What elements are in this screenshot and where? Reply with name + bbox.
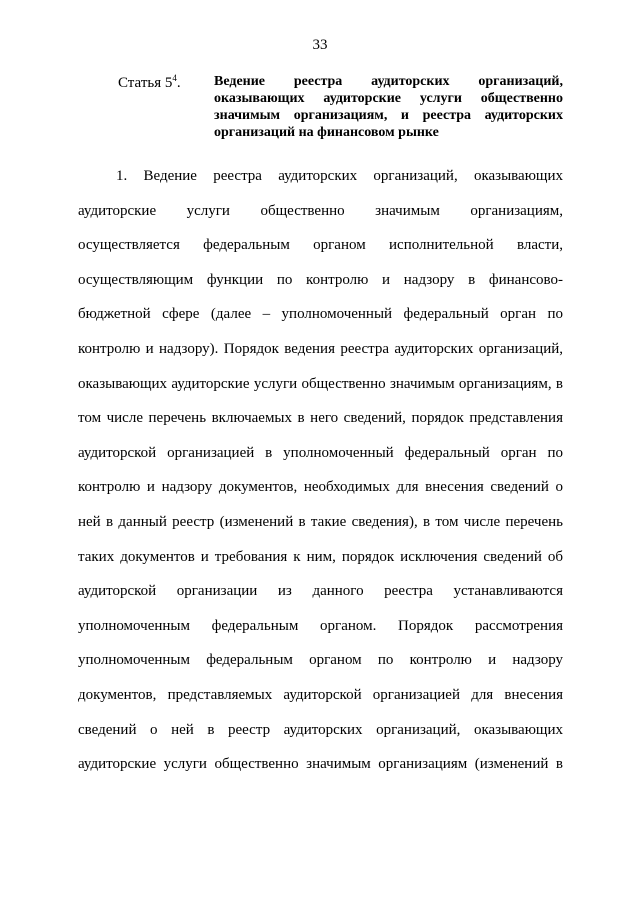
body-line: бюджетной сфере (далее – уполномоченный федеральный орган по	[78, 306, 563, 323]
body-line: контролю и надзору документов, необходимых для внесения сведений о	[78, 479, 563, 496]
article-label-suffix: .	[176, 75, 181, 91]
body-line: том числе перечень включаемых в него сведений, порядок представления	[78, 410, 563, 427]
article-title-line: оказывающих аудиторские услуги общественно	[214, 91, 563, 106]
body-line: таких документов и требования к ним, порядок исключения сведений об	[78, 548, 563, 565]
article-title-line: значимым организациям, и реестра аудиторских	[214, 108, 563, 123]
body-line: уполномоченным федеральным органом по контролю и надзору	[78, 652, 563, 669]
article-label-text: Статья 5	[118, 75, 173, 91]
article-title-line: Ведение реестра аудиторских организаций,	[214, 74, 563, 89]
body-line: аудиторской организацией в уполномоченный федеральный орган по	[78, 444, 563, 461]
article-title-line: организаций на финансовом рынке	[214, 125, 439, 140]
page-number: 33	[312, 37, 328, 53]
body-line: осуществляется федеральным органом исполнительной власти,	[78, 237, 563, 254]
body-line: документов, представляемых аудиторской организацией для внесения	[78, 686, 563, 703]
body-line: осуществляющим функции по контролю и надзору в финансово-	[78, 271, 563, 288]
body-line: уполномоченным федеральным органом. Порядок рассмотрения	[78, 617, 563, 634]
body-line: ней в данный реестр (изменений в такие сведения), в том числе перечень	[78, 513, 563, 530]
article-label-superscript: 4	[172, 73, 177, 83]
body-line: аудиторской организации из данного реестра устанавливаются	[78, 583, 563, 600]
body-line: контролю и надзору). Порядок ведения реестра аудиторских организаций,	[78, 340, 563, 357]
article-title	[214, 73, 563, 141]
body-line: 1. Ведение реестра аудиторских организаций, оказывающих	[116, 168, 563, 184]
body-line: аудиторские услуги общественно значимым организациям,	[78, 202, 563, 219]
body-line: оказывающих аудиторские услуги общественно значимым организациям, в	[78, 375, 563, 392]
body-line: аудиторские услуги общественно значимым организациям (изменений в	[78, 756, 563, 773]
body-line: сведений о ней в реестр аудиторских организаций, оказывающих	[78, 721, 563, 738]
article-label	[118, 73, 181, 92]
article-body	[78, 159, 563, 782]
